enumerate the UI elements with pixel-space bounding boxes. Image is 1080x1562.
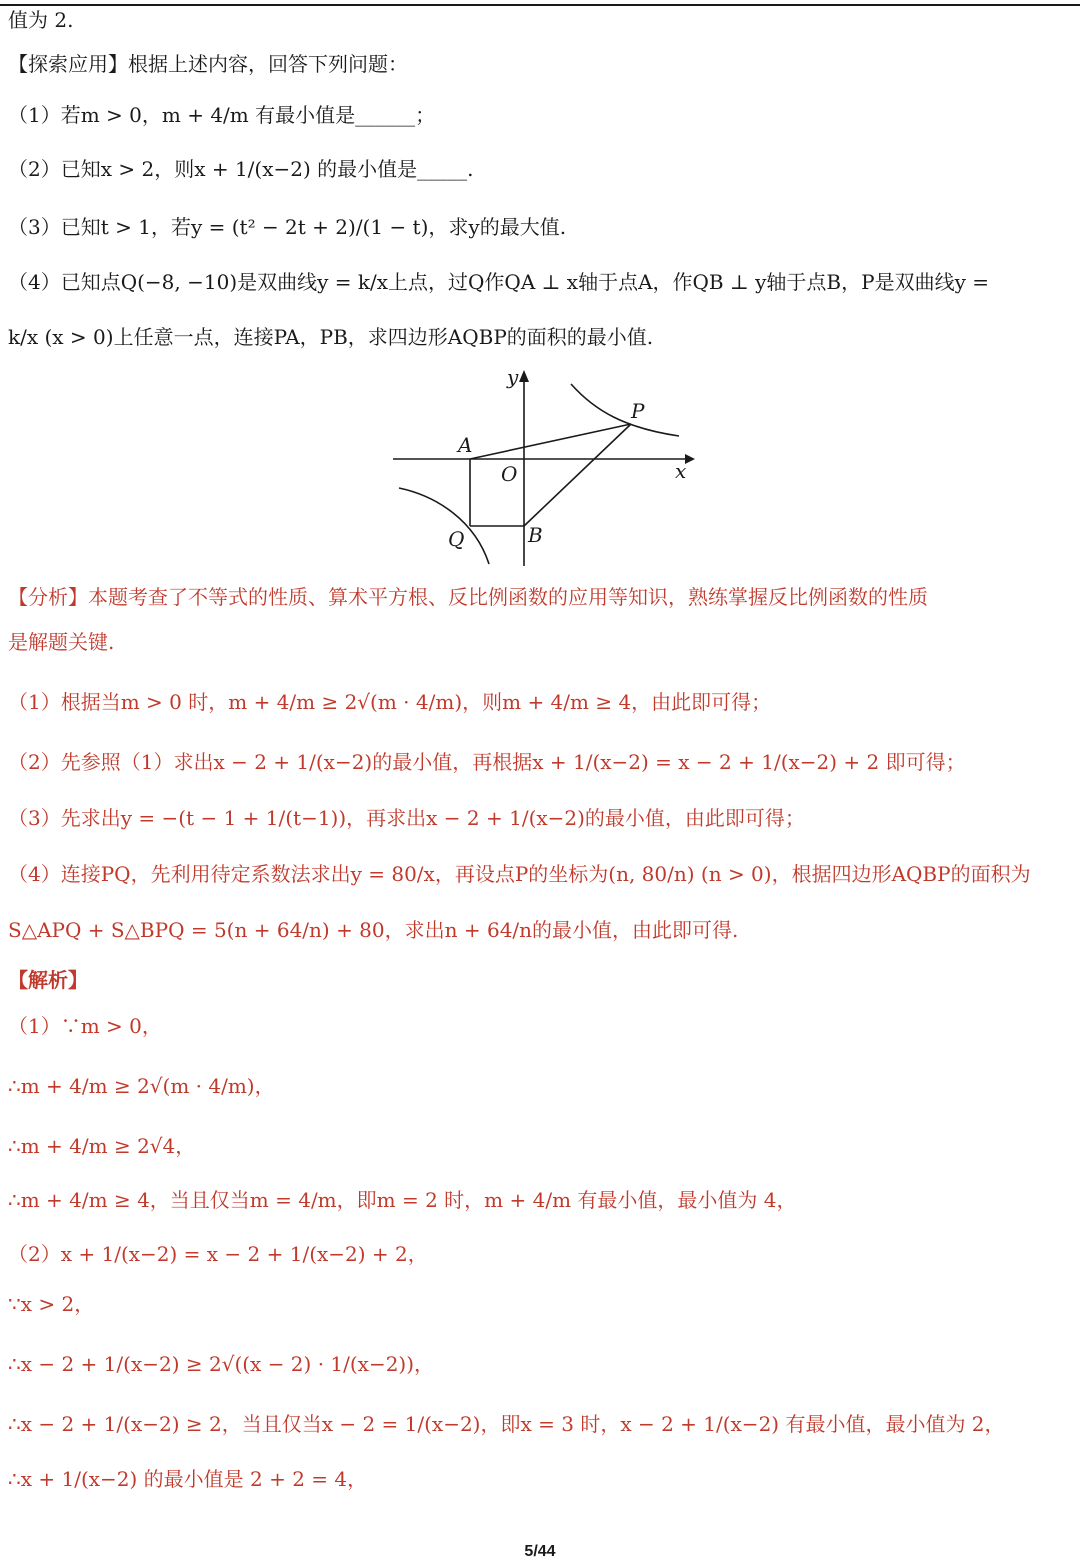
- question-4-line-1: （4）已知点Q(−8, −10)是双曲线y = k/x上点，过Q作QA ⊥ x轴于点A，作QB ⊥ y轴于点B，P是双曲线y =: [8, 270, 990, 294]
- solution-step-9: ∴x + 1/(x−2) 的最小值是 2 + 2 = 4，: [8, 1467, 368, 1491]
- segment-pb: [524, 424, 631, 526]
- x-axis-arrow: [685, 454, 695, 464]
- solution-step-1: （1）∵m > 0，: [8, 1014, 162, 1038]
- label-point-q: Q: [448, 527, 465, 551]
- question-2: （2）已知x > 2，则x + 1/(x−2) 的最小值是_____.: [8, 157, 474, 181]
- solution-step-5: （2）x + 1/(x−2) = x − 2 + 1/(x−2) + 2，: [8, 1242, 428, 1266]
- top-rule: [0, 4, 1080, 6]
- hyperbola-branch-right: [571, 384, 679, 436]
- analysis-line-1: 【分析】本题考查了不等式的性质、算术平方根、反比例函数的应用等知识，熟练掌握反比例函数的性质: [8, 585, 928, 609]
- solution-step-7: ∴x − 2 + 1/(x−2) ≥ 2√((x − 2) · 1/(x−2))，: [8, 1352, 435, 1376]
- label-y-axis: y: [507, 366, 519, 389]
- question-1: （1）若m > 0，m + 4/m 有最小值是______；: [8, 103, 436, 127]
- intro-tail: 值为 2.: [8, 8, 74, 32]
- analysis-line-2: 是解题关键.: [8, 630, 115, 654]
- solution-step-6: ∵x > 2，: [8, 1292, 95, 1316]
- analysis-item-4-line-2: S△APQ + S△BPQ = 5(n + 64/n) + 80，求出n + 64/n的最小值，由此即可得.: [8, 918, 739, 942]
- label-x-axis: x: [675, 459, 687, 483]
- question-3: （3）已知t > 1，若y = (t² − 2t + 2)/(1 − t)，求y的最大值.: [8, 215, 567, 239]
- analysis-item-1: （1）根据当m > 0 时，m + 4/m ≥ 2√(m · 4/m)，则m + 4/m ≥ 4，由此即可得；: [8, 690, 772, 714]
- label-point-a: A: [458, 433, 473, 457]
- page-number: 5/44: [524, 1543, 556, 1560]
- analysis-item-3: （3）先求出y = −(t − 1 + 1/(t−1))，再求出x − 2 + 1/(x−2)的最小值，由此即可得；: [8, 806, 805, 830]
- label-point-b: B: [528, 523, 543, 547]
- solution-header: 【解析】: [8, 968, 88, 992]
- segment-pa: [470, 424, 631, 459]
- solution-step-3: ∴m + 4/m ≥ 2√4，: [8, 1134, 196, 1158]
- analysis-item-2: （2）先参照（1）求出x − 2 + 1/(x−2)的最小值，再根据x + 1/(x−2) = x − 2 + 1/(x−2) + 2 即可得；: [8, 750, 966, 774]
- hyperbola-figure: [385, 366, 695, 568]
- solution-step-8: ∴x − 2 + 1/(x−2) ≥ 2，当且仅当x − 2 = 1/(x−2)，即x = 3 时，x − 2 + 1/(x−2) 有最小值，最小值为 2，: [8, 1412, 1005, 1436]
- solution-step-4: ∴m + 4/m ≥ 4，当且仅当m = 4/m，即m = 2 时，m + 4/m 有最小值，最小值为 4，: [8, 1188, 797, 1212]
- label-point-p: P: [631, 399, 645, 423]
- solution-step-2: ∴m + 4/m ≥ 2√(m · 4/m)，: [8, 1074, 275, 1098]
- question-4-line-2: k/x (x > 0)上任意一点，连接PA，PB，求四边形AQBP的面积的最小值.: [8, 325, 654, 349]
- question-header: 【探索应用】根据上述内容，回答下列问题：: [8, 52, 408, 76]
- analysis-item-4-line-1: （4）连接PQ，先利用待定系数法求出y = 80/x，再设点P的坐标为(n, 80/n) (n > 0)，根据四边形AQBP的面积为: [8, 862, 1031, 886]
- label-origin: O: [501, 462, 518, 486]
- y-axis-arrow: [519, 370, 529, 382]
